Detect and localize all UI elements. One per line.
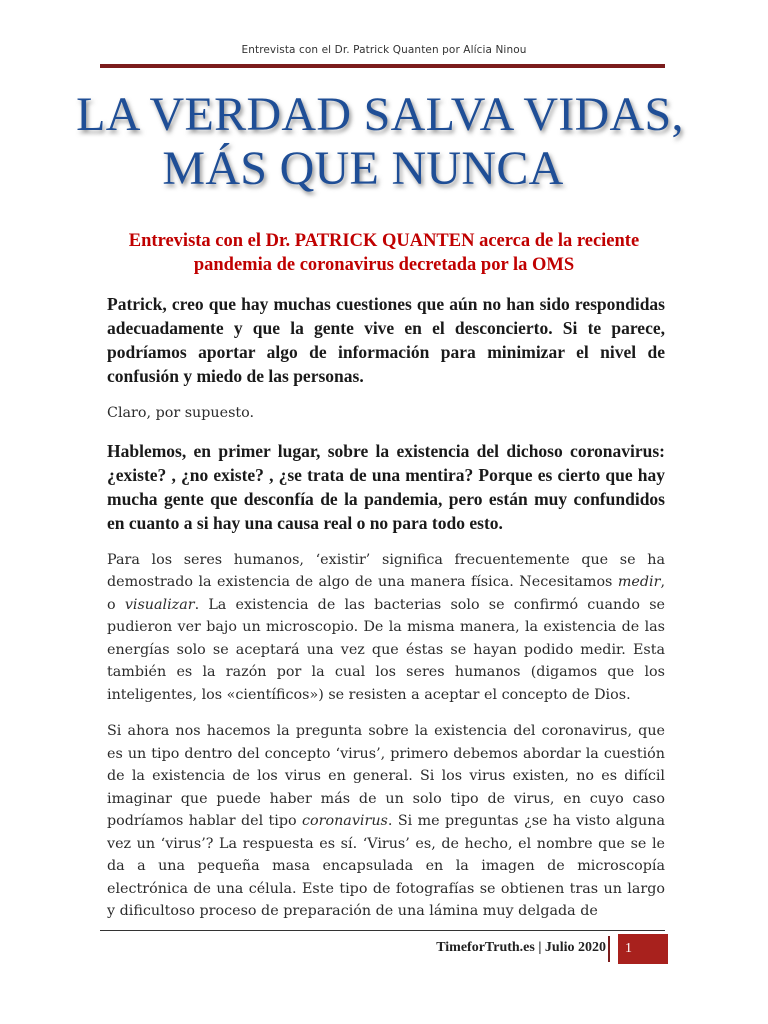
answer-1: Claro, por supuesto. [107, 405, 255, 421]
answer-3-text-2: . Si me preguntas ¿se ha visto alguna vez un ‘virus’? La respuesta es sí. ‘Virus’ es, de hecho, el nombre que se le da a una pequeña masa encapsulada en la imagen de microscopía electrónica de una célula. Este tipo de fotografías se obtienen tras un largo y dificultoso proceso de preparación de una lámina muy delgada de [107, 813, 665, 919]
answer-2-text-3: . La existencia de las bacterias solo se confirmó cuando se pudieron ver bajo un microscopio. De la misma manera, la existencia de las energías solo se aceptará una vez que éstas se hayan podido medir. Esta también es la razón por la cual los seres humanos (digamos que los inteligentes, los «científicos») se resisten a aceptar el concepto de Dios. [107, 596, 665, 703]
title-line-1: LA VERDAD SALVA VIDAS, [76, 88, 684, 141]
running-header: Entrevista con el Dr. Patrick Quanten por Alícia Ninou [241, 44, 527, 56]
footer-separator [608, 936, 610, 962]
answer-2-text-1: Para los seres humanos, ‘existir’ significa frecuentemente que se ha demostrado la existencia de algo de una manera física. Necesitamos [107, 551, 665, 590]
answer-3-text-1: Si ahora nos hacemos la pregunta sobre la existencia del coronavirus, que es un tipo dentro del concepto ‘virus’, primero debemos abordar la cuestión de la existencia de los virus en general. Si los virus existen, no es difícil imaginar que puede haber más de un solo tipo de virus, en cuyo caso podríamos hablar del tipo [107, 723, 665, 829]
question-1: Patrick, creo que hay muchas cuestiones que aún no han sido respondidas adecuadamente y que la gente vive en el desconcierto. Si te parece, podríamos aportar algo de información para minimizar el nivel de confusión y miedo de las personas. [107, 294, 665, 386]
page-number: 1 [618, 934, 668, 964]
answer-2-emphasis-visualizar: visualizar [124, 596, 195, 613]
answer-3-emphasis-coronavirus: coronavirus [302, 813, 388, 829]
page-footer [100, 934, 668, 964]
answer-2-emphasis-medir: medir [617, 574, 661, 590]
answer-3 [107, 720, 665, 923]
subtitle: Entrevista con el Dr. PATRICK QUANTEN acerca de la reciente pandemia de coronavirus decretada por la OMS [128, 231, 640, 275]
answer-2-text-2: , o [107, 574, 665, 613]
header-rule [100, 64, 665, 68]
title-line-2: MÁS QUE NUNCA [162, 142, 564, 195]
answer-2 [107, 549, 665, 707]
question-2: Hablemos, en primer lugar, sobre la existencia del dichoso coronavirus: ¿existe? , ¿no existe? , ¿se trata de una mentira? Porque es cierto que hay mucha gente que desconfía de la pandemia, pero están muy confundidos en cuanto a si hay una causa real o no para todo esto. [107, 440, 665, 533]
article-body [107, 292, 665, 937]
footer-rule [100, 930, 665, 931]
footer-site-date: TimeforTruth.es | Julio 2020 [436, 940, 606, 955]
main-title [60, 88, 700, 196]
